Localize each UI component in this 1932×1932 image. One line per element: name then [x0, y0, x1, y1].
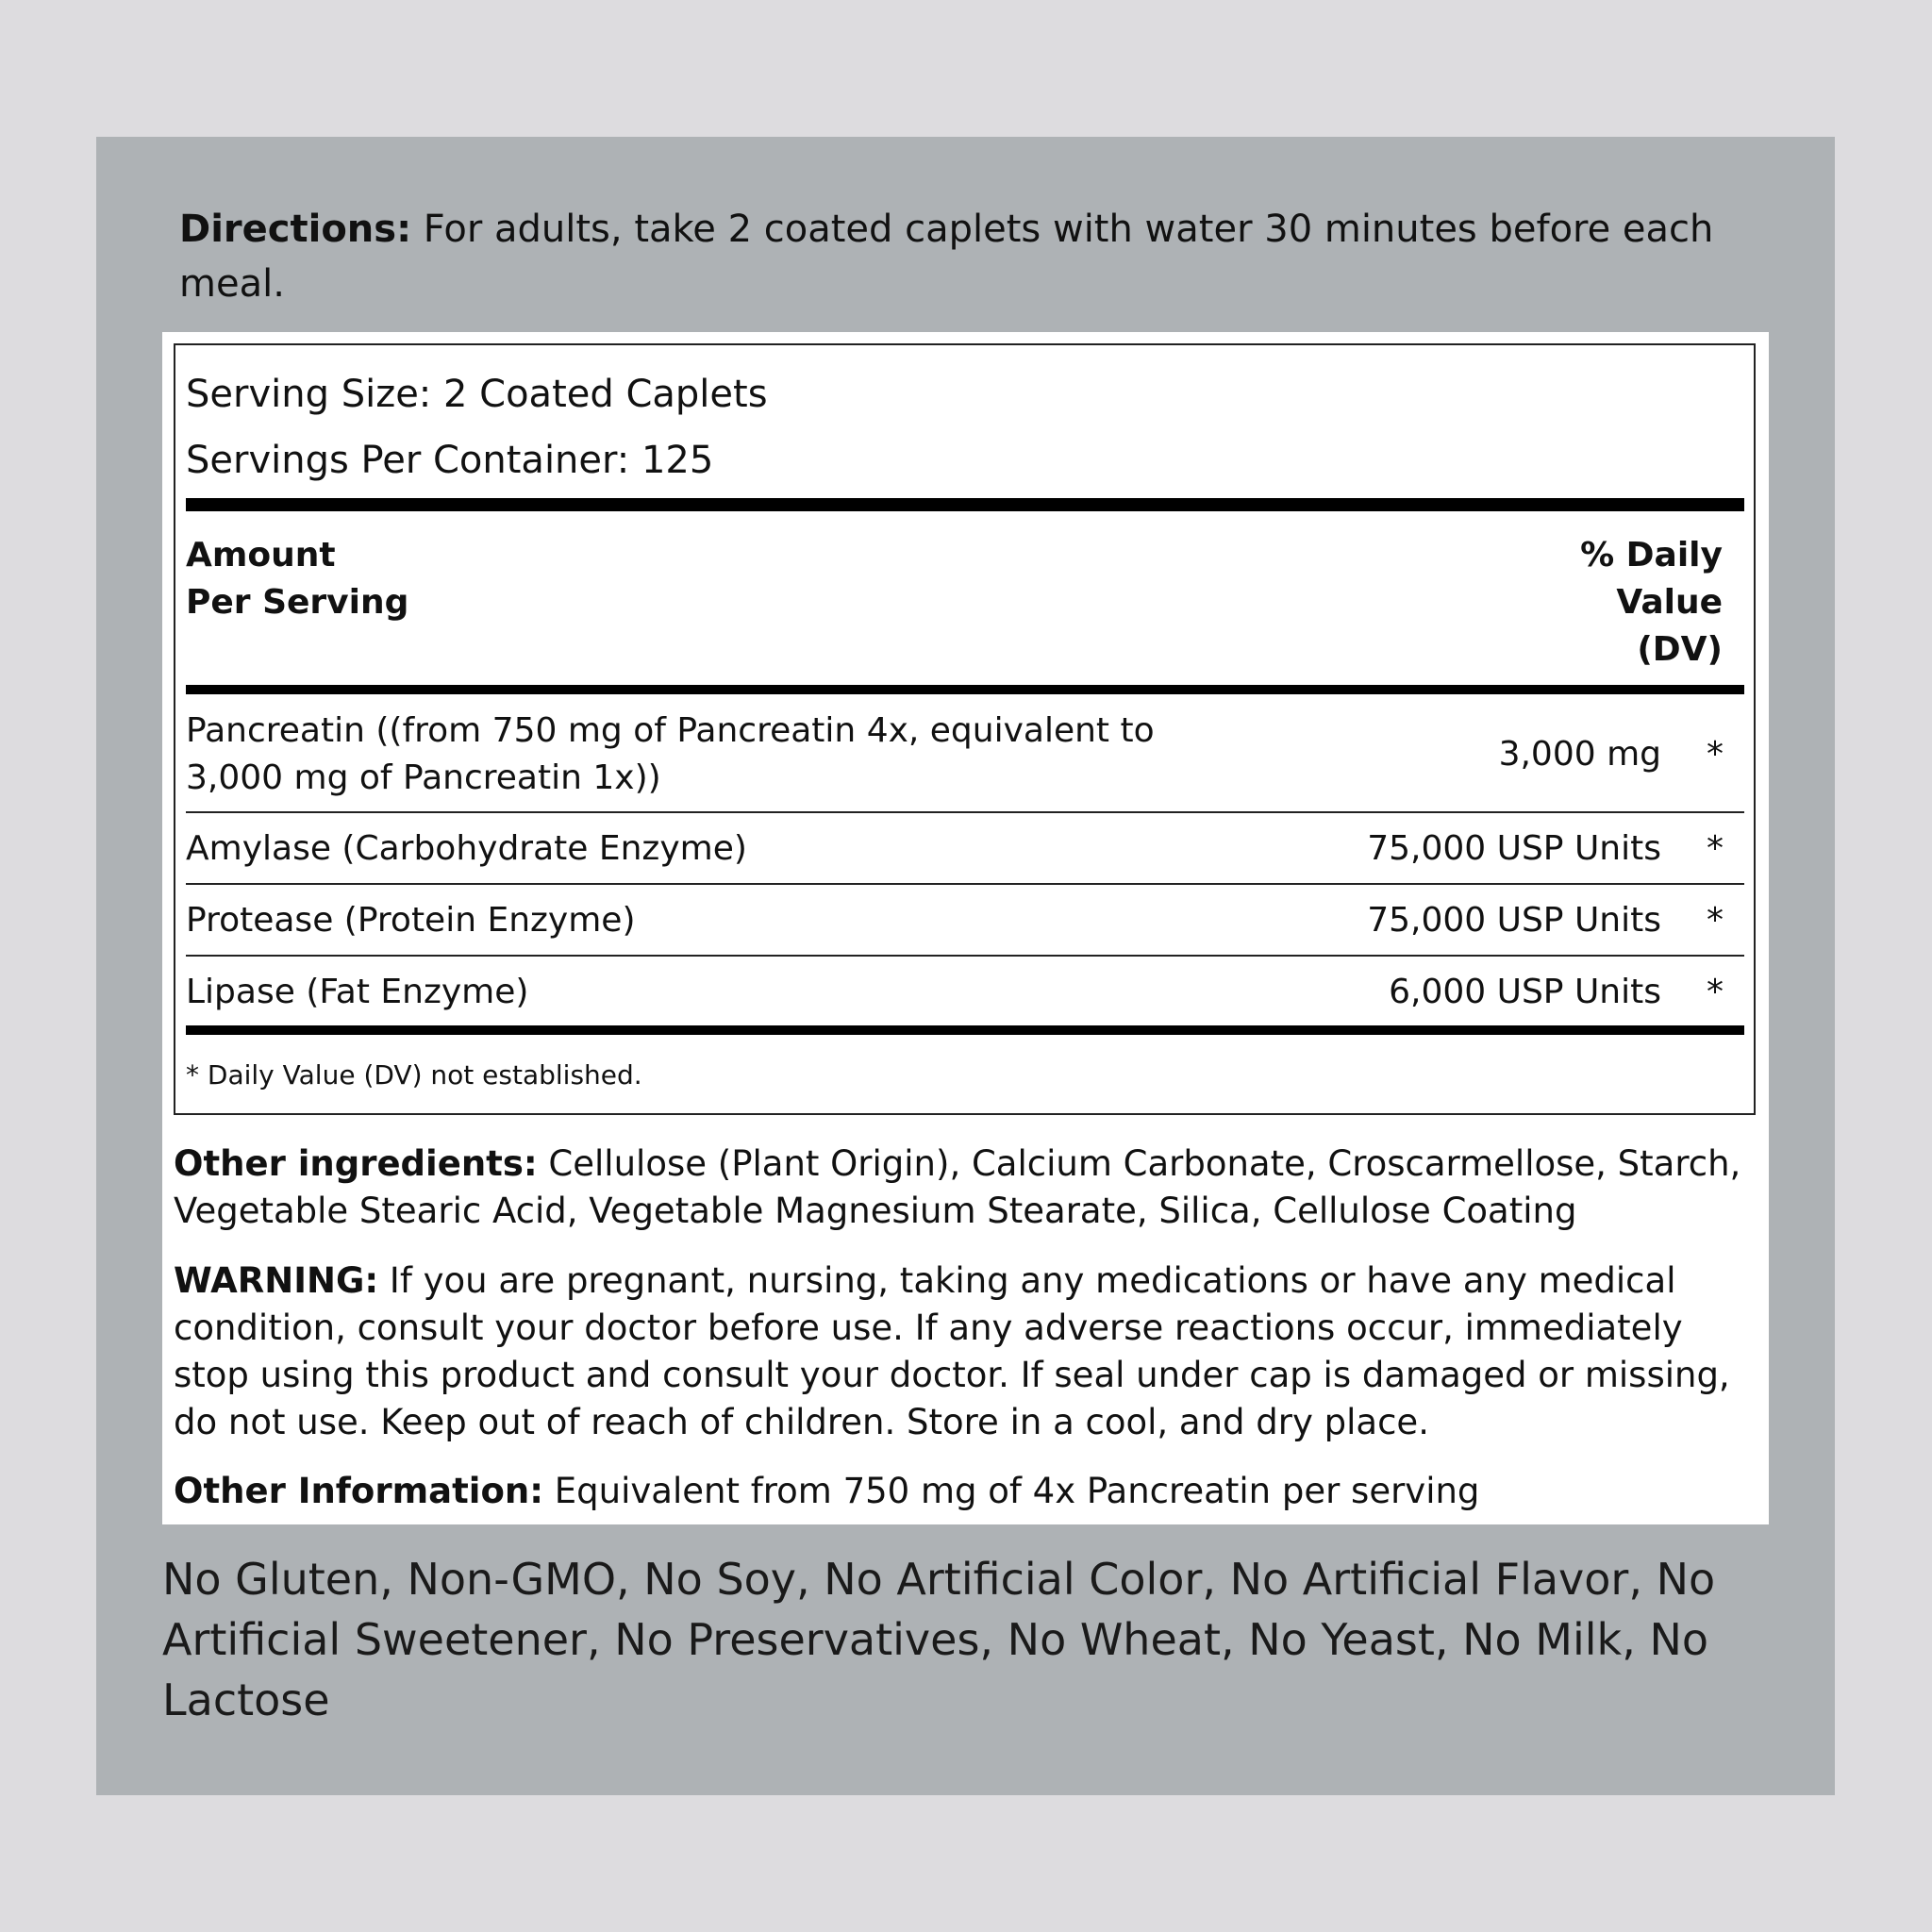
free-from-claims: No Gluten, Non-GMO, No Soy, No Artificial Color, No Artificial Flavor, No Artificial Sweetener, No Preservatives, No Wheat, No Yeast, No Milk, No Lactose — [162, 1554, 1716, 1725]
warning — [174, 1257, 1749, 1446]
facts-row-lipase — [186, 969, 1744, 1016]
other-information-body: Equivalent from 750 mg of 4x Pancreatin per serving — [543, 1471, 1480, 1511]
ingredient-amount: 75,000 USP Units — [1367, 829, 1661, 868]
row-divider — [186, 955, 1744, 957]
directions-text — [179, 202, 1726, 311]
facts-row-pancreatin — [186, 708, 1744, 802]
facts-row-amylase — [186, 825, 1744, 873]
ingredient-name: Lipase (Fat Enzyme) — [186, 973, 529, 1011]
header-daily: % Daily — [1580, 536, 1723, 575]
ingredient-dv: * — [1707, 829, 1724, 868]
dv-footnote: * Daily Value (DV) not established. — [186, 1059, 642, 1091]
daily-value-header — [1515, 532, 1723, 674]
other-information — [174, 1468, 1749, 1515]
facts-row-protease — [186, 897, 1744, 944]
ingredient-dv: * — [1707, 735, 1724, 774]
other-ingredients — [174, 1141, 1749, 1235]
ingredient-dv: * — [1707, 901, 1724, 940]
servings-per-container: Servings Per Container: 125 — [186, 439, 714, 482]
other-information-label: Other Information: — [174, 1471, 544, 1511]
warning-body: If you are pregnant, nursing, taking any medications or have any medical condition, consult your doctor before use. If any adverse reactions occur, immediately stop using this product and consult your doctor. If seal under cap is damaged or missing, do not use. Keep out of reach of children. Store in a cool, and dry place. — [174, 1260, 1730, 1442]
ingredient-name: Pancreatin ((from 750 mg of Pancreatin 4x, equivalent to 3,000 mg of Pancreatin 1x)) — [186, 711, 1155, 797]
amount-per-serving-header — [186, 532, 752, 626]
other-ingredients-body: Cellulose (Plant Origin), Calcium Carbonate, Croscarmellose, Starch, Vegetable Stearic Acid, Vegetable Magnesium Stearate, Silica, Cellulose Coating — [174, 1143, 1741, 1231]
warning-label: WARNING: — [174, 1260, 379, 1301]
serving-size: Serving Size: 2 Coated Caplets — [186, 373, 768, 416]
ingredient-dv: * — [1707, 973, 1724, 1011]
ingredient-name: Protease (Protein Enzyme) — [186, 901, 636, 940]
ingredient-amount: 6,000 USP Units — [1389, 973, 1661, 1011]
ingredient-amount: 3,000 mg — [1498, 735, 1661, 774]
directions-label: Directions: — [179, 208, 412, 251]
header-dv: (DV) — [1637, 630, 1723, 669]
row-divider — [186, 811, 1744, 813]
header-amount: Amount — [186, 536, 336, 575]
ingredient-name: Amylase (Carbohydrate Enzyme) — [186, 829, 747, 868]
directions-body: For adults, take 2 coated caplets with water 30 minutes before each meal. — [179, 208, 1714, 306]
header-per-serving: Per Serving — [186, 583, 409, 622]
row-divider — [186, 883, 1744, 885]
other-ingredients-label: Other ingredients: — [174, 1143, 538, 1184]
thick-rule-header — [186, 685, 1744, 694]
thick-rule-bottom — [186, 1025, 1744, 1035]
ingredient-amount: 75,000 USP Units — [1367, 901, 1661, 940]
thick-rule-top — [186, 498, 1744, 511]
header-value: Value — [1616, 583, 1723, 622]
